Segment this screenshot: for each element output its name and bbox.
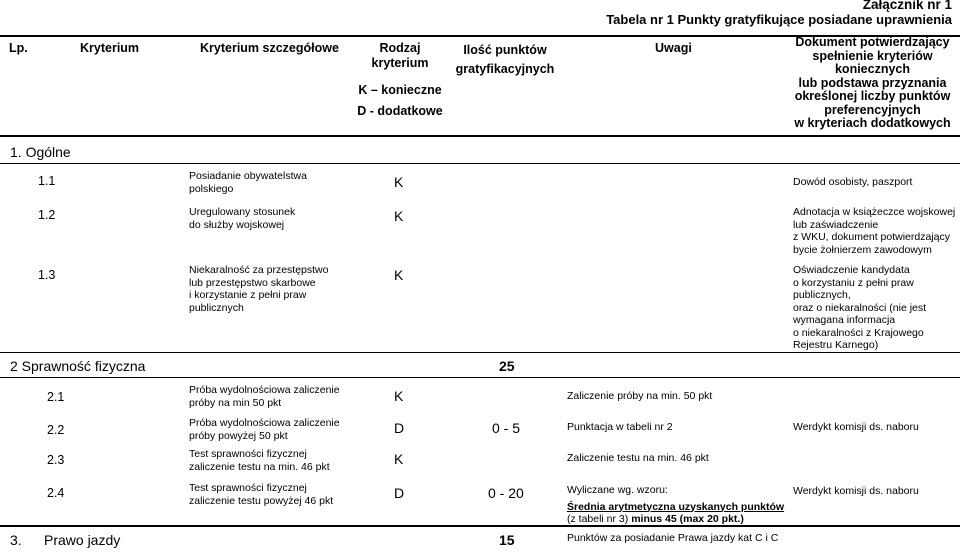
section-2-title: 2 Sprawność fizyczna <box>10 358 146 374</box>
row-2-4-criterion <box>189 482 333 507</box>
row-1-3-lp: 1.3 <box>38 268 56 282</box>
row-1-3-crit-line: i korzystanie z pełni praw <box>189 289 307 301</box>
header-bottom-rule <box>0 135 960 137</box>
header-dok-3: koniecznych <box>834 62 911 76</box>
row-1-2-doc-line: Adnotacja w książeczce wojskowej <box>793 206 956 218</box>
row-2-3-remarks: Zaliczenie testu na min. 46 pkt <box>567 452 709 464</box>
header-lp: Lp. <box>9 41 28 55</box>
header-dok-6: preferencyjnych <box>824 102 921 117</box>
row-1-2-document <box>793 206 955 256</box>
section-3-title: Prawo jazdy <box>44 532 121 548</box>
row-1-3-type: K <box>394 267 404 283</box>
header-ilosc-line2: gratyfikacyjnych <box>455 62 555 76</box>
row-1-2-type: K <box>394 208 404 224</box>
row-1-2-doc-line: bycie żołnierzem zawodowym <box>793 243 932 256</box>
row-1-1-crit-line: Posiadanie obywatelstwa <box>189 170 307 182</box>
row-2-4-crit-line: zaliczenie testu powyżej 46 pkt <box>189 494 334 507</box>
row-2-3-crit-line: Test sprawności fizycznej <box>189 448 307 460</box>
header-rodzaj-title: Rodzaj kryterium <box>371 41 429 70</box>
header-kryterium-szczegolowe: Kryterium szczegółowe <box>200 41 339 55</box>
row-2-2-type: D <box>394 420 405 436</box>
section-3-top-rule <box>0 525 960 527</box>
row-2-2-document: Werdykt komisji ds. naboru <box>793 421 919 433</box>
row-2-2-crit-line: próby powyżej 50 pkt <box>189 429 288 442</box>
row-2-3-type: K <box>394 451 404 467</box>
header-kryterium: Kryterium <box>80 41 140 55</box>
row-2-1-crit-line: Próba wydolnościowa zaliczenie <box>189 384 340 396</box>
row-1-3-crit-line: lub przestępstwo skarbowe <box>189 276 316 289</box>
header-dokument <box>790 36 955 131</box>
row-2-1-crit-line: próby na min 50 pkt <box>189 396 282 409</box>
row-1-3-doc-line: o niekaralności z Krajowego <box>793 326 924 339</box>
row-1-3-document <box>793 264 926 352</box>
row-1-2-lp: 1.2 <box>38 208 56 222</box>
row-1-3-crit-line: Niekaralność za przestępstwo <box>189 264 329 276</box>
row-2-2-crit-line: Próba wydolnościowa zaliczenie <box>189 417 340 429</box>
row-1-3-criterion <box>189 264 328 314</box>
row-1-3-doc-line: oraz o niekaralności (nie jest <box>793 301 927 314</box>
row-1-2-crit-line: Uregulowany stosunek <box>189 206 296 218</box>
section-1-rule <box>0 163 960 164</box>
section-3-number: 3. <box>10 532 22 548</box>
table-title: Tabela nr 1 Punkty gratyfikujące posiadane uprawnienia <box>606 12 952 27</box>
header-rodzaj-d: D - dodatkowe <box>357 104 443 118</box>
row-1-3-doc-line: wymagana informacja <box>793 314 896 326</box>
header-dok-1: Dokument potwierdzający <box>795 35 950 49</box>
row-2-4-formula-line2 <box>567 513 784 526</box>
row-2-4-formula-intro: Wyliczane wg. wzoru: <box>567 484 668 496</box>
row-2-1-remarks: Zaliczenie próby na min. 50 pkt <box>567 390 713 402</box>
header-dok-7: w kryteriach dodatkowych <box>794 116 951 130</box>
row-1-2-crit-line: do służby wojskowej <box>189 218 285 231</box>
row-2-4-type: D <box>394 485 405 501</box>
row-1-3-doc-line: o korzystaniu z pełni praw <box>793 276 914 289</box>
row-2-2-criterion <box>189 417 340 442</box>
section-3-document: Punktów za posiadanie Prawa jazdy kat C i C <box>567 532 779 544</box>
section-3-points: 15 <box>499 532 515 548</box>
row-2-4-document: Werdykt komisji ds. naboru <box>793 485 919 497</box>
section-1-title: 1. Ogólne <box>10 144 71 160</box>
row-2-4-formula-minus: minus 45 (max 20 pkt.) <box>631 513 744 525</box>
row-1-1-type: K <box>394 174 404 190</box>
row-1-1-crit-line: polskiego <box>189 182 234 195</box>
header-dok-5: określonej liczby punktów <box>794 89 951 103</box>
row-1-1-lp: 1.1 <box>38 174 56 188</box>
row-2-4-lp: 2.4 <box>47 486 65 500</box>
row-2-1-lp: 2.1 <box>47 390 65 404</box>
header-uwagi: Uwagi <box>655 41 692 55</box>
header-dok-2: spełnienie kryteriów <box>812 48 933 63</box>
row-1-3-crit-line: publicznych <box>189 301 244 314</box>
row-2-4-formula-table-ref: (z tabeli nr 3) <box>567 513 632 525</box>
annex-label: Załącznik nr 1 <box>862 0 952 12</box>
row-2-4-formula-line1: Średnia arytmetyczna uzyskanych punktów <box>567 500 785 513</box>
header-dok-4: lub podstawa przyznania <box>798 75 947 90</box>
header-rodzaj <box>350 41 450 119</box>
section-2-bottom-rule <box>0 377 960 378</box>
row-1-1-document: Dowód osobisty, paszport <box>793 176 913 188</box>
row-1-2-doc-line: lub zaświadczenie <box>793 218 879 231</box>
row-2-4-remarks <box>567 484 784 526</box>
row-2-4-points: 0 - 20 <box>488 485 524 501</box>
row-1-3-doc-line: publicznych, <box>793 289 851 301</box>
row-2-2-lp: 2.2 <box>47 423 65 437</box>
row-1-3-doc-line: Rejestru Karnego) <box>793 339 879 351</box>
row-2-1-type: K <box>394 388 404 404</box>
row-2-2-remarks: Punktacja w tabeli nr 2 <box>567 421 673 433</box>
row-1-3-doc-line: Oświadczenie kandydata <box>793 264 910 276</box>
row-1-2-doc-line: z WKU, dokument potwierdzający <box>793 231 950 243</box>
row-2-4-crit-line: Test sprawności fizycznej <box>189 482 307 494</box>
header-ilosc <box>455 41 555 79</box>
row-1-1-criterion <box>189 170 307 195</box>
row-2-2-points: 0 - 5 <box>492 420 521 436</box>
row-1-2-criterion <box>189 206 295 231</box>
row-2-1-criterion <box>189 384 340 409</box>
header-ilosc-line1: Ilość punktów <box>463 43 547 57</box>
row-2-3-crit-line: zaliczenie testu na min. 46 pkt <box>189 460 330 473</box>
section-2-points: 25 <box>499 358 515 374</box>
section-2-top-rule <box>0 352 960 353</box>
row-2-3-criterion <box>189 448 330 473</box>
row-2-3-lp: 2.3 <box>47 453 65 467</box>
header-rodzaj-k: K – konieczne <box>358 83 442 97</box>
